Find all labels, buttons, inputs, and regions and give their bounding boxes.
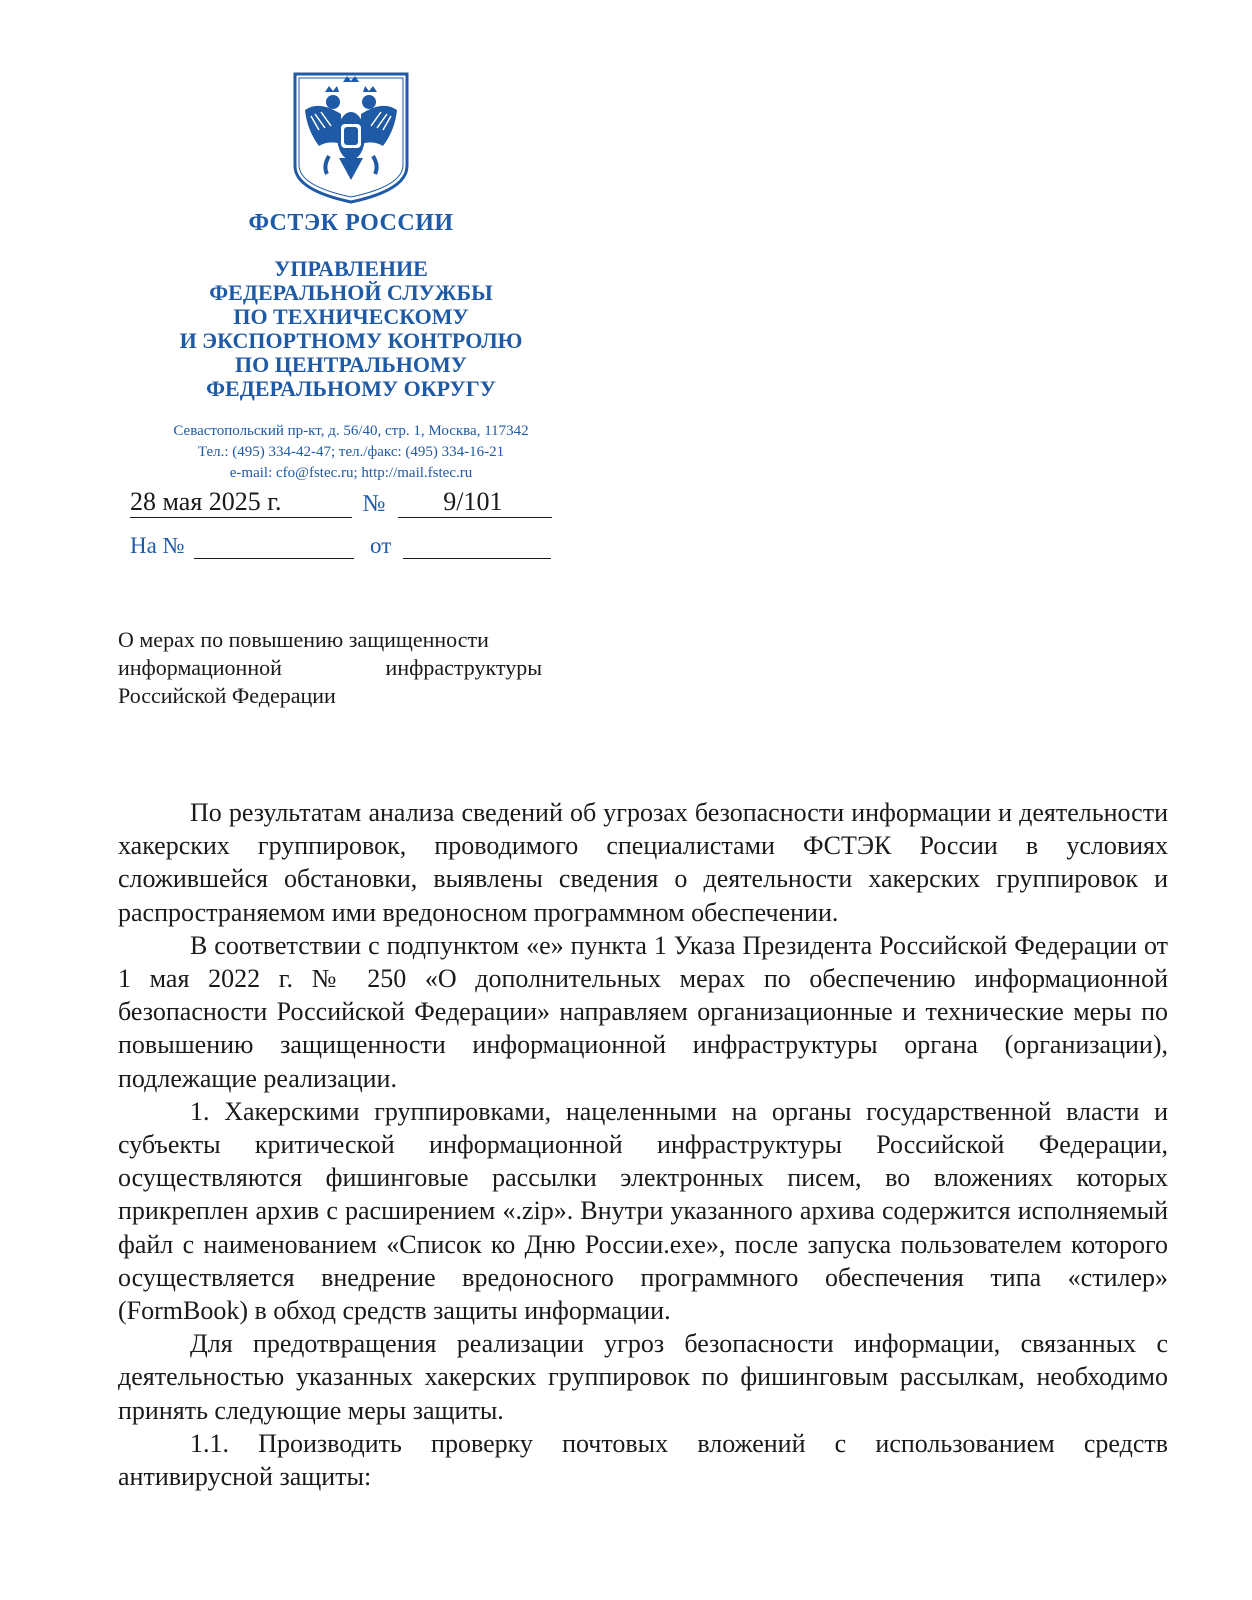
coat-of-arms-icon (289, 70, 413, 206)
body-paragraph: В соответствии с подпунктом «е» пункта 1 Указа Президента Российской Федерации от 1 мая 2022 г. № 250 «О дополнительных мерах по обеспечению информационной безопасности Российской Федерации» направляем организационные и технические меры по повышению защищенности информационной инфраструктуры органа (организации), подлежащие реализации. (118, 930, 1168, 1093)
reply-from-label: от (370, 533, 392, 558)
registration-date-number (130, 488, 550, 528)
phones: Тел.: (495) 334-42-47; тел./факс: (495) 334-16-21 (197, 444, 505, 460)
document-number: 9/101 (398, 488, 552, 518)
org-name-line: ПО ТЕХНИЧЕСКОМУ (233, 304, 469, 329)
contacts-block (116, 421, 586, 484)
body-paragraph: 1.1. Производить проверку почтовых вложений с использованием средств антивирусной защиты: (118, 1428, 1168, 1492)
org-name-line: ФЕДЕРАЛЬНОМУ ОКРУГУ (206, 376, 496, 401)
org-name-line: УПРАВЛЕНИЕ (274, 256, 428, 281)
org-full-name (116, 257, 586, 401)
letterhead (116, 70, 586, 484)
email-web: e-mail: cfo@fstec.ru; http://mail.fstec.ru (229, 465, 473, 481)
reply-number-label: На № (130, 533, 185, 558)
subject-line: Российской Федерации (118, 683, 336, 708)
subject-line: информационной инфраструктуры (118, 655, 542, 680)
org-name-line: ПО ЦЕНТРАЛЬНОМУ (235, 352, 467, 377)
address: Севастопольский пр-кт, д. 56/40, стр. 1, Москва, 117342 (173, 423, 529, 439)
document-subject (118, 626, 542, 710)
subject-line: О мерах по повышению защищенности (118, 627, 489, 652)
reply-reference (130, 532, 550, 572)
body-paragraph: По результатам анализа сведений об угрозах безопасности информации и деятельности хакерских группировок, проводимого специалистами ФСТЭК России в условиях сложившейся обстановки, выявлены сведения о деятельности хакерских группировок и распространяемом ими вредоносном программном обеспечении. (118, 798, 1168, 927)
body-paragraph: Для предотвращения реализации угроз безопасности информации, связанных с деятельностью указанных хакерских группировок по фишинговым рассылкам, необходимо принять следующие меры защиты. (118, 1329, 1168, 1425)
registration-block (130, 488, 550, 572)
org-short-name: ФСТЭК РОССИИ (248, 210, 454, 236)
reply-date-blank (403, 532, 551, 559)
document-date: 28 мая 2025 г. (130, 488, 352, 518)
number-label: № (362, 491, 386, 517)
document-body (118, 796, 1168, 1493)
reply-number-blank (194, 532, 354, 559)
org-name-line: ФЕДЕРАЛЬНОЙ СЛУЖБЫ (209, 280, 493, 305)
org-name-line: И ЭКСПОРТНОМУ КОНТРОЛЮ (179, 328, 523, 353)
body-paragraph: 1. Хакерскими группировками, нацеленными на органы государственной власти и субъекты критической информационной инфраструктуры Российской Федерации, осуществляются фишинговые рассылки электронных писем, во вложениях которых прикреплен архив с расширением «.zip». Внутри указанного архива содержится исполняемый файл с наименованием «Список ко Дню России.exe», после запуска пользователем которого осуществляется внедрение вредоносного программного обеспечения типа «стилер» (FormBook) в обход средств защиты информации. (118, 1096, 1168, 1326)
